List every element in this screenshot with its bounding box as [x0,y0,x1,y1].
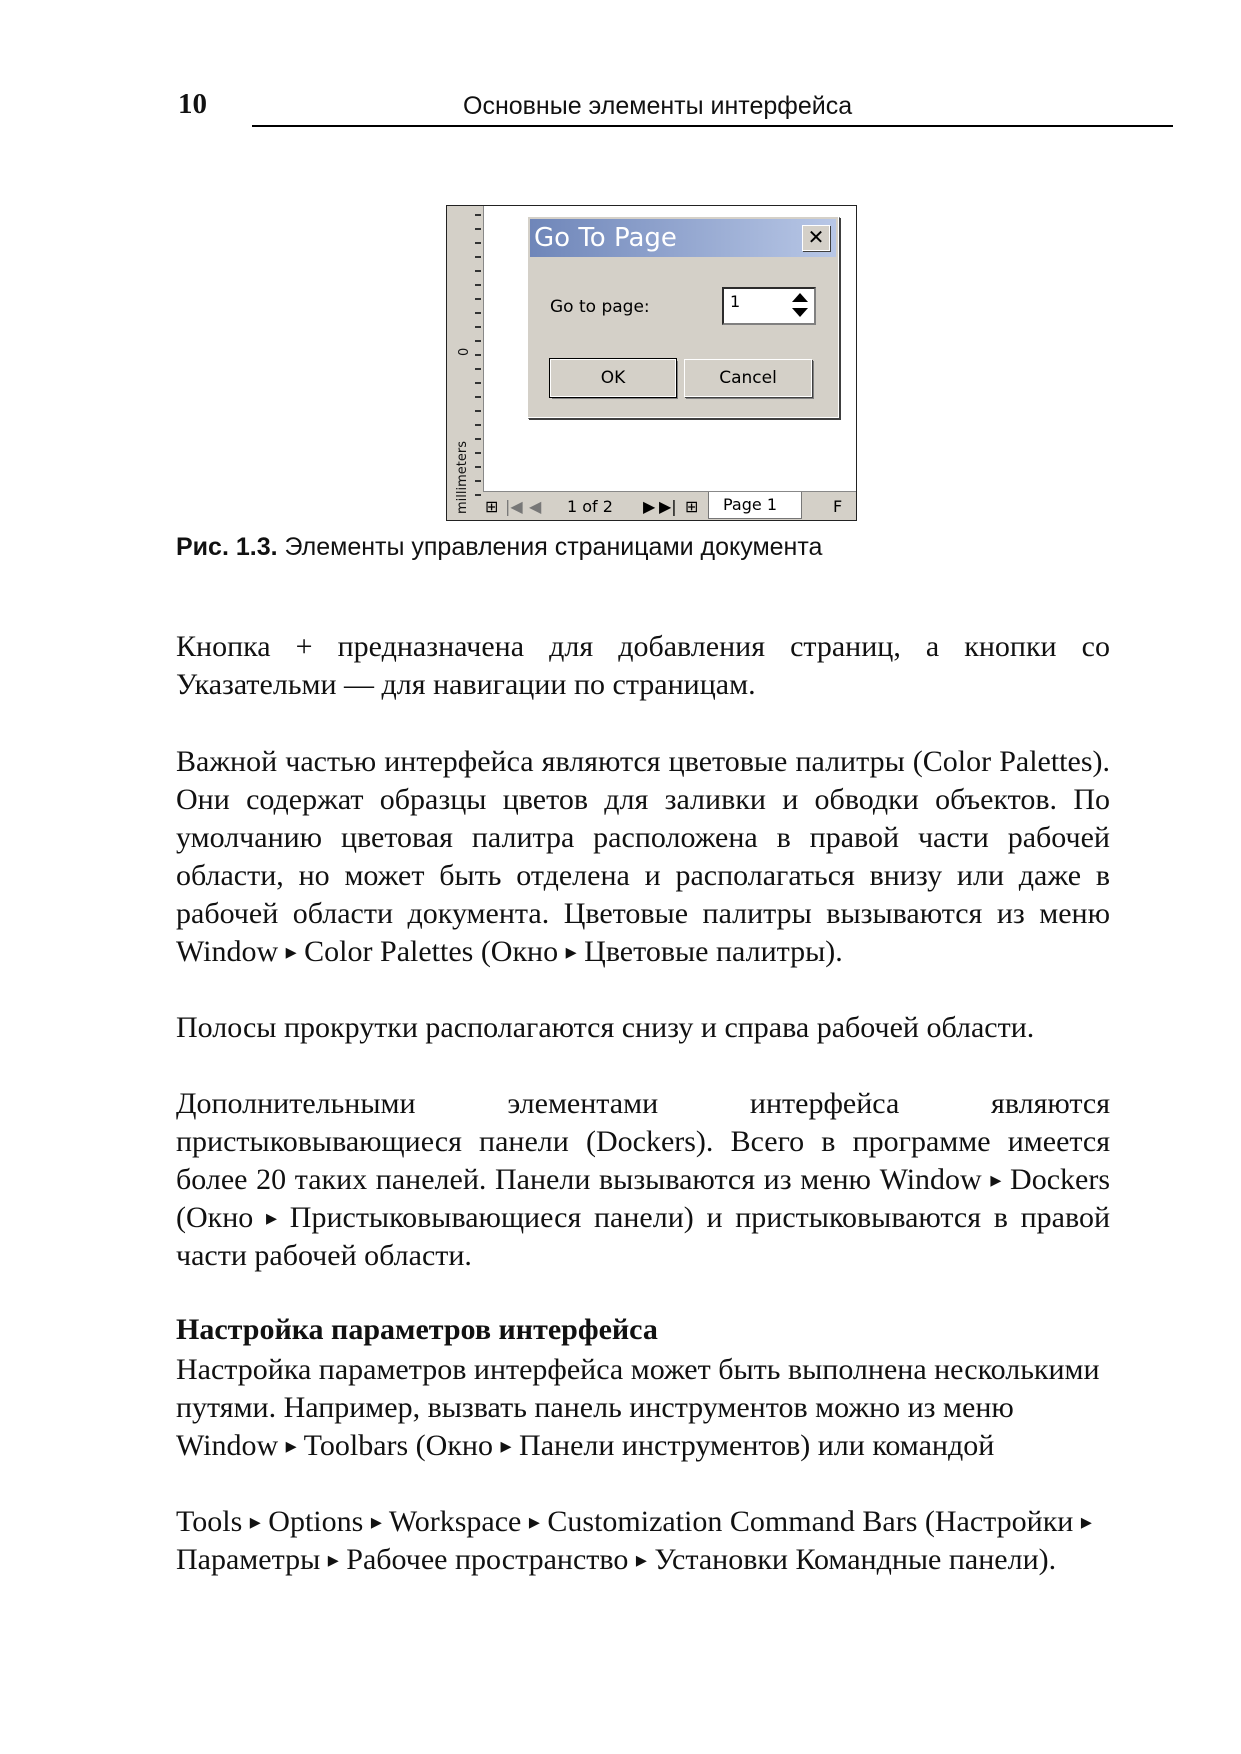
dialog-title: Go To Page [534,223,677,253]
first-page-icon[interactable]: |◀ [505,497,523,516]
paragraph-5: Настройка параметров интерфейса может быть выполнена несколькими путями. Например, вызвать панель инструментов можно из меню Window ▸ Toolbars (Окно ▸ Панели инструментов) или командой [176,1353,1100,1462]
add-page-after-icon[interactable]: ⊞ [685,497,699,516]
header-rule [252,125,1173,127]
page-navigation-bar [483,491,856,521]
page-counter: 1 of 2 [567,497,613,516]
paragraph-2: Важной частью интерфейса являются цветовые палитры (Color Palettes). Они содержат образцы цветов для заливки и обводки объектов. По умолчанию цветовая палитра расположена в правой части рабочей области, но может быть отделена и располагаться внизу или даже в рабочей области документа. Цветовые палитры вызываются из меню Window ▸ Color Palettes (Окно ▸ Цветовые палитры). [176,745,1110,968]
add-page-before-icon[interactable]: ⊞ [485,497,499,516]
page-tab[interactable]: Page 1 [708,492,802,519]
dialog-titlebar[interactable] [530,219,836,257]
page-number: 10 [178,88,207,120]
paragraph-3: Полосы прокрутки располагаются снизу и справа рабочей области. [176,1011,1035,1044]
spin-arrows[interactable] [788,291,812,321]
ok-button[interactable]: OK [550,359,676,397]
menu-arrow-icon: ▸ [990,1167,1002,1192]
cancel-button[interactable]: Cancel [684,359,812,397]
section-heading: Настройка параметров интерфейса [176,1313,658,1346]
next-page-icon[interactable]: ▶ [643,497,656,516]
menu-arrow-icon: ▸ [285,939,297,964]
menu-arrow-icon: ▸ [249,1509,261,1534]
vertical-ruler [447,206,484,520]
caption-text: Элементы управления страницами документа [284,533,823,561]
go-to-page-label: Go to page: [550,297,650,317]
paragraph-6: Tools ▸ Options ▸ Workspace ▸ Customization Command Bars (Настройки ▸ Параметры ▸ Рабочее пространство ▸ Установки Командные панели). [176,1505,1092,1576]
ruler-zero-label: 0 [457,347,472,356]
next-page-tab-fragment[interactable]: F [833,497,843,516]
menu-arrow-icon: ▸ [635,1547,647,1572]
spin-down-icon[interactable] [792,308,808,317]
menu-arrow-icon: ▸ [266,1205,278,1230]
last-page-icon[interactable]: ▶| [659,497,677,516]
page-number-spinbox[interactable] [722,287,816,325]
caption-prefix: Рис. 1.3. [176,533,278,561]
paragraph-4: Дополнительными элементами интерфейса являются пристыковывающиеся панели (Dockers). Всего в программе имеется более 20 таких панелей. Панели вызываются из меню Window ▸ Dockers (Окно ▸ Пристыковывающиеся панели) и пристыковываются в правой части рабочей области. [176,1087,1111,1272]
go-to-page-dialog [527,216,839,418]
figure-screenshot [446,205,857,521]
ruler-ticks [475,214,481,504]
menu-arrow-icon: ▸ [528,1509,540,1534]
menu-arrow-icon: ▸ [285,1433,297,1458]
ruler-unit-label: millimeters [455,441,470,514]
page-number-input[interactable]: 1 [730,292,741,311]
menu-arrow-icon: ▸ [1080,1509,1092,1534]
running-title: Основные элементы интерфейса [463,92,853,120]
menu-arrow-icon: ▸ [370,1509,382,1534]
menu-arrow-icon: ▸ [565,939,577,964]
close-button[interactable]: ✕ [802,225,830,251]
figure-caption [176,533,822,562]
paragraph-1: Кнопка + предназначена для добавления страниц, а кнопки со Указательми — для навигации по страницам. [176,630,1110,701]
menu-arrow-icon: ▸ [327,1547,339,1572]
spin-up-icon[interactable] [792,293,808,302]
menu-arrow-icon: ▸ [500,1433,512,1458]
prev-page-icon[interactable]: ◀ [529,497,542,516]
